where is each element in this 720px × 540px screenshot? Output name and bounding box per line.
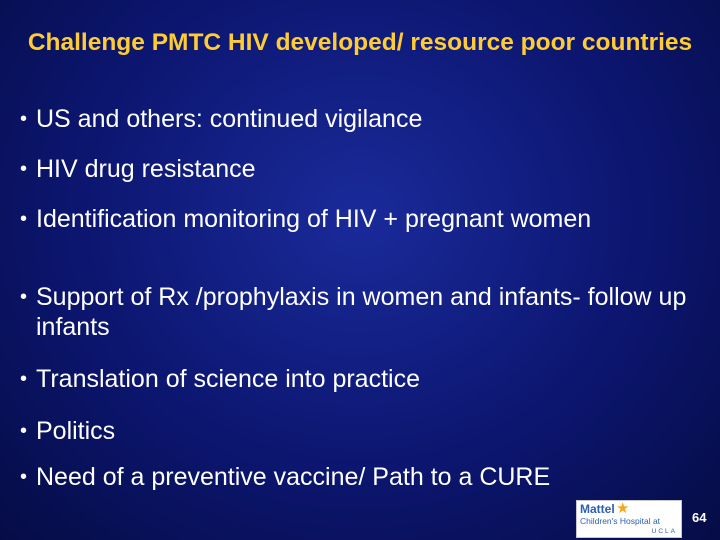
bullet-item — [18, 416, 708, 446]
bullet-item — [18, 204, 708, 234]
bullet-symbol: • — [20, 108, 28, 130]
bullet-symbol: • — [20, 286, 28, 308]
bullet-text: US and others: continued vigilance — [36, 105, 423, 133]
bullet-item — [18, 104, 708, 134]
star-icon: ★ — [616, 500, 630, 517]
bullet-item — [18, 462, 708, 492]
bullet-text: Identification monitoring of HIV + pregnant women — [36, 205, 592, 233]
logo-line-1: Mattel — [580, 502, 615, 516]
slide-title: Challenge PMTC HIV developed/ resource poor countries — [27, 29, 693, 56]
bullet-text: Translation of science into practice — [36, 365, 420, 393]
bullet-item — [18, 364, 708, 394]
page-number: 64 — [692, 510, 707, 525]
bullet-item — [18, 282, 708, 342]
bullet-text: Need of a preventive vaccine/ Path to a CURE — [36, 463, 551, 491]
bullet-symbol: • — [20, 466, 28, 488]
bullet-text: Politics — [36, 417, 116, 445]
bullet-item — [18, 154, 708, 184]
bullet-symbol: • — [20, 368, 28, 390]
bullet-text: HIV drug resistance — [36, 155, 256, 183]
hospital-logo — [576, 500, 682, 538]
bullet-symbol: • — [20, 208, 28, 230]
bullet-symbol: • — [20, 158, 28, 180]
bullet-symbol: • — [20, 420, 28, 442]
logo-line-2: Children's Hospital at — [580, 516, 661, 526]
logo-line-3: UCLA — [651, 528, 677, 535]
bullet-text: Support of Rx /prophylaxis in women and infants- follow up infants — [36, 283, 687, 341]
